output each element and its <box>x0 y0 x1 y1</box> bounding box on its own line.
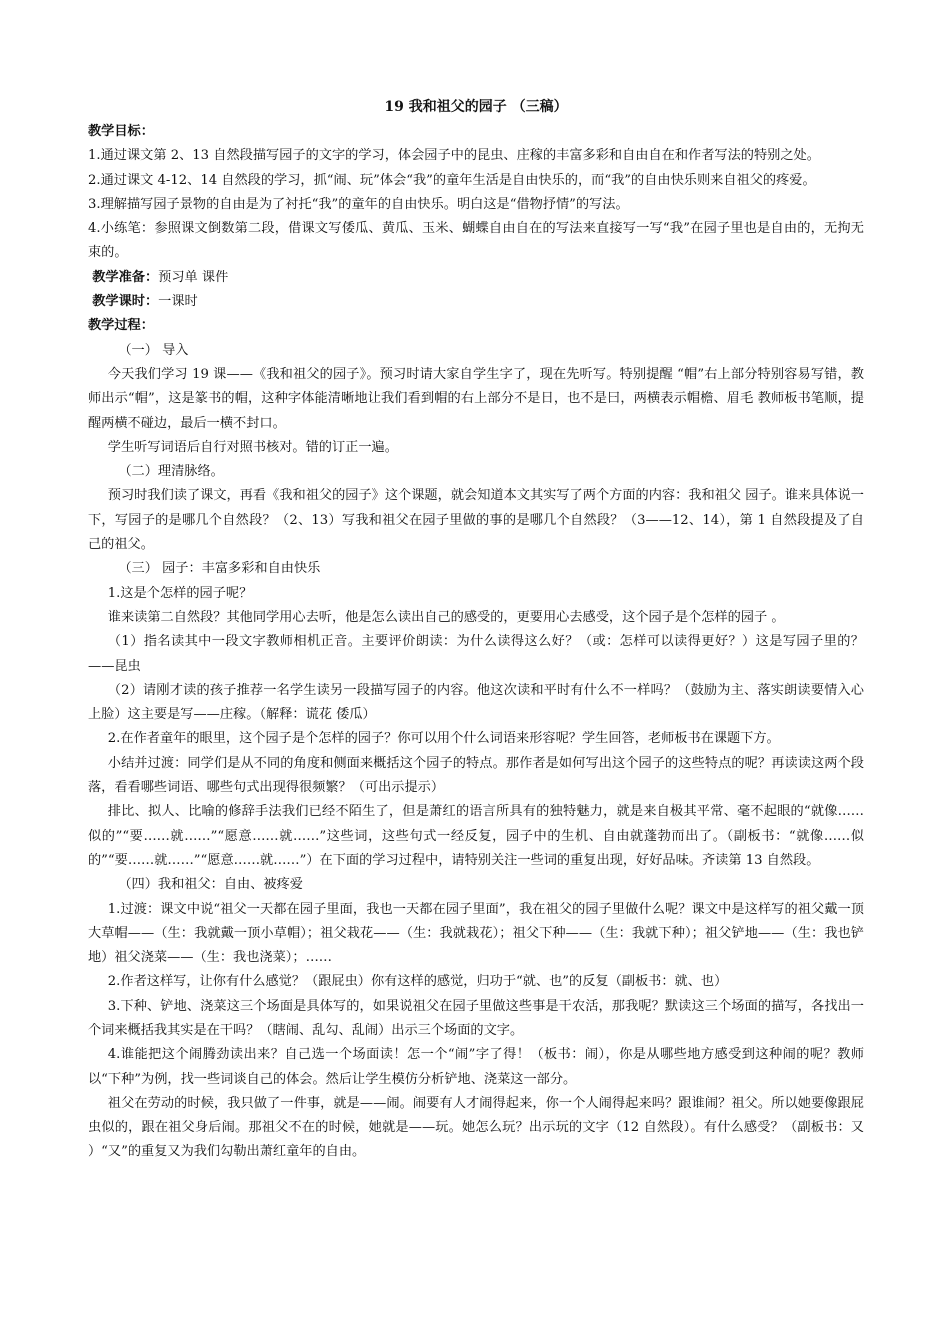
hours-value: 一课时 <box>158 294 198 310</box>
process-paragraph: 1.过渡：课文中说“祖父一天都在园子里面，我也一天都在园子里面”，我在祖父的园子里做什么呢？课文中是这样写的祖父戴一顶大草帽——（生：我就戴一顶小草帽）；祖父栽花——（生：我就栽花）；祖父下种——（生：我就下种）；祖父铲地——（生：我也铲地）祖父浇菜——（生：我也浇菜）；…… <box>88 901 864 966</box>
process-paragraph: （一） 导入 <box>118 342 189 358</box>
process-paragraph: （四）我和祖父：自由、被疼爱 <box>118 877 303 893</box>
process-paragraph: 1.这是个怎样的园子呢？ <box>107 585 253 601</box>
process-paragraph: （三） 园子：丰富多彩和自由快乐 <box>118 561 321 577</box>
prep-label: 教学准备： <box>92 269 159 285</box>
process-heading: 教学过程： <box>88 318 154 334</box>
process-paragraph: 小结并过渡：同学们是从不同的角度和侧面来概括这个园子的特点。那作者是如何写出这个园子的这些特点的呢？再读读这两个段落，看看哪些词语、哪些句式出现得很频繁？（可出示提示） <box>88 755 864 796</box>
goal-item: 1.通过课文第 2、13 自然段描写园子的文字的学习，体会园子中的昆虫、庄稼的丰富多彩和自由自在和作者写法的特别之处。 <box>88 148 820 164</box>
process-paragraph: 祖父在劳动的时候，我只做了一件事，就是——闹。闹要有人才闹得起来，你一个人闹得起来吗？跟谁闹？祖父。所以她要像跟屁虫似的，跟在祖父身后闹。那祖父不在的时候，她就是——玩。她怎么玩？出示玩的文字（12 自然段）。有什么感受？（副板书：又 ）“又”的重复又为我们勾勒出萧红童年的自由。 <box>88 1095 864 1160</box>
goal-item: 3.理解描写园子景物的自由是为了衬托“我”的童年的自由快乐。明白这是“借物抒情”的写法。 <box>88 196 629 212</box>
goals-heading: 教学目标： <box>88 124 154 139</box>
document-title: 19 我和祖父的园子 （三稿） <box>384 99 568 115</box>
process-paragraph: 谁来读第二自然段？其他同学用心去听，他是怎么读出自己的感受的，更要用心去感受，这个园子是个怎样的园子 。 <box>107 609 785 625</box>
process-paragraph: 排比、拟人、比喻的修辞手法我们已经不陌生了，但是萧红的语言所具有的独特魅力，就是来自极其平常、毫不起眼的“就像……似的”“要……就……”“愿意……就……”这些词，这些句式一经反复，园子中的生机、自由就蓬勃而出了。（副板书：“就像……似的”“要……就……”“愿意……就……”）在下面的学习过程中，请特别关注一些词的重复出现，好好品味。齐读第 13 自然段。 <box>88 804 864 868</box>
process-paragraph: 预习时我们读了课文，再看《我和祖父的园子》这个课题，就会知道本文其实写了两个方面的内容：我和祖父 园子。谁来具体说一下，写园子的是哪几个自然段？（2、13）写我和祖父在园子里做的事的是哪几个自然段？（3——12、14），第 1 自然段提及了自己的祖父。 <box>88 488 864 553</box>
prep-value: 预习单 课件 <box>158 269 229 285</box>
goal-item: 2.通过课文 4-12、14 自然段的学习，抓“闹、玩”体会“我”的童年生活是自由快乐的，而“我”的自由快乐则来自祖父的疼爱。 <box>88 172 816 188</box>
hours-label: 教学课时： <box>92 294 159 310</box>
prep-line <box>88 266 864 290</box>
process-paragraph: 2.在作者童年的眼里，这个园子是个怎样的园子？你可以用个什么词语来形容呢？学生回答，老师板书在课题下方。 <box>107 731 780 747</box>
process-paragraph: （二）理清脉络。 <box>118 464 224 480</box>
hours-line <box>88 290 864 314</box>
process-body <box>88 339 864 1165</box>
process-paragraph: 2.作者这样写，让你有什么感觉？（跟屁虫）你有这样的感觉，归功于“就、也”的反复（副板书：就、也） <box>107 974 728 990</box>
document-page <box>88 98 864 1165</box>
goal-item: 4.小练笔：参照课文倒数第二段，借课文写倭瓜、黄瓜、玉米、蝴蝶自由自在的写法来直接写一写“我”在园子里也是自由的，无拘无束的。 <box>88 221 864 261</box>
process-paragraph: 4.谁能把这个闹腾劲读出来？自己选一个场面读！怎一个“闹”字了得！（板书：闹），你是从哪些地方感受到这种闹的呢？教师以“下种”为例，找一些词谈自己的体会。然后让学生模仿分析铲地、浇菜这一部分。 <box>88 1047 864 1087</box>
process-paragraph: （2）请刚才读的孩子推荐一名学生读另一段描写园子的内容。他这次读和平时有什么不一样吗？（鼓励为主、落实朗读要情入心上脸）这主要是写——庄稼。（解释：谎花 倭瓜） <box>88 682 864 723</box>
process-paragraph: 3.下种、铲地、浇菜这三个场面是具体写的，如果说祖父在园子里做这些事是干农活，那我呢？默读这三个场面的描写，各找出一个词来概括我其实是在干吗？（瞎闹、乱勾、乱闹）出示三个场面的文字。 <box>88 998 864 1038</box>
process-paragraph: 今天我们学习 19 课——《我和祖父的园子》。预习时请大家自学生字了，现在先听写。特别提醒 “帽”右上部分特别容易写错，教师出示“帽”，这是篆书的帽，这种字体能清晰地让我们看到帽的右上部分不是日，也不是曰，两横表示帽檐、眉毛 教师板书笔顺，提醒两横不碰边，最后一横不封口。 <box>88 366 864 431</box>
process-paragraph: 学生听写词语后自行对照书核对。错的订正一遍。 <box>107 439 398 455</box>
process-paragraph: （1）指名读其中一段文字教师相机正音。主要评价朗读：为什么读得这么好？（或：怎样可以读得更好？）这是写园子里的？——昆虫 <box>88 634 864 674</box>
